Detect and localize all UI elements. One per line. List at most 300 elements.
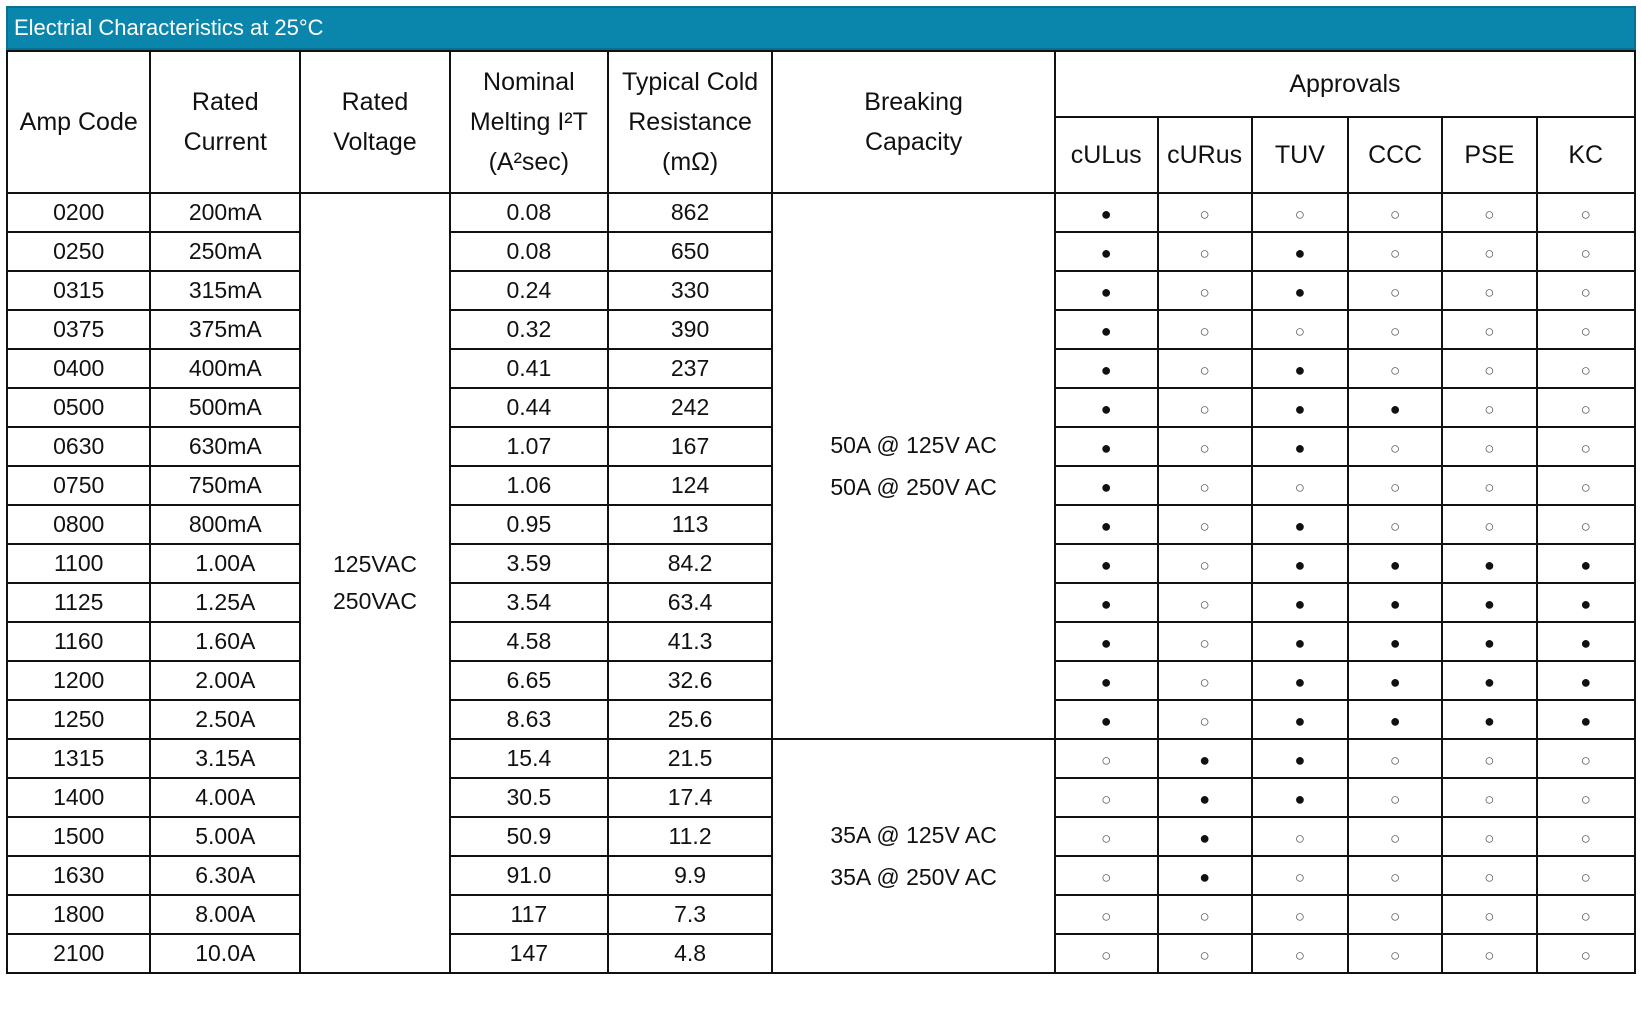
approval-kc-cell [1537,427,1636,466]
approval-ccc-cell [1348,505,1442,544]
approved-dot-icon: ● [1483,711,1495,731]
not-approved-circle-icon: ○ [1484,205,1495,224]
amp-code-cell: 0315 [7,271,150,310]
approved-dot-icon: ● [1100,672,1112,692]
approval-tuv-cell [1252,271,1348,310]
not-approved-circle-icon: ○ [1390,868,1401,887]
approval-culus-cell [1055,661,1158,700]
approved-dot-icon: ● [1100,399,1112,419]
approved-dot-icon: ● [1100,282,1112,302]
not-approved-circle-icon: ○ [1484,244,1495,263]
melting-i2t-cell: 4.58 [450,622,608,661]
not-approved-circle-icon: ○ [1101,751,1112,770]
approval-culus-cell [1055,544,1158,583]
cold-resistance-cell: 390 [608,310,772,349]
not-approved-circle-icon: ○ [1484,517,1495,536]
approval-kc-cell [1537,895,1636,934]
amp-code-cell: 1315 [7,739,150,778]
cold-resistance-cell: 650 [608,232,772,271]
approval-culus-cell [1055,817,1158,856]
approval-tuv-cell [1252,310,1348,349]
approval-pse-cell [1442,544,1536,583]
not-approved-circle-icon: ○ [1101,907,1112,926]
breaking-capacity-line: 50A @ 250V AC [830,474,997,500]
approval-kc-cell [1537,544,1636,583]
approval-culus-cell [1055,232,1158,271]
not-approved-circle-icon: ○ [1484,283,1495,302]
characteristics-table [6,50,1636,974]
cold-resistance-cell: 32.6 [608,661,772,700]
cold-resistance-cell: 17.4 [608,778,772,817]
header-cold-resistance: Typical Cold Resistance (mΩ) [608,51,772,193]
approved-dot-icon: ● [1389,633,1401,653]
characteristics-sheet [6,6,1636,974]
approval-pse-cell [1442,895,1536,934]
amp-code-cell: 0250 [7,232,150,271]
approved-dot-icon: ● [1294,438,1306,458]
not-approved-circle-icon: ○ [1199,907,1210,926]
table-row [7,193,1635,232]
approved-dot-icon: ● [1580,672,1592,692]
amp-code-cell: 1125 [7,583,150,622]
approved-dot-icon: ● [1580,594,1592,614]
approved-dot-icon: ● [1294,360,1306,380]
approved-dot-icon: ● [1294,243,1306,263]
approved-dot-icon: ● [1580,711,1592,731]
cold-resistance-cell: 167 [608,427,772,466]
approval-ccc-cell [1348,700,1442,739]
not-approved-circle-icon: ○ [1580,361,1591,380]
not-approved-circle-icon: ○ [1390,244,1401,263]
approved-dot-icon: ● [1100,243,1112,263]
not-approved-circle-icon: ○ [1484,478,1495,497]
approval-kc-cell [1537,466,1636,505]
cold-resistance-cell: 330 [608,271,772,310]
melting-i2t-cell: 147 [450,934,608,973]
approved-dot-icon: ● [1294,399,1306,419]
amp-code-cell: 0375 [7,310,150,349]
approval-curus-cell [1158,427,1252,466]
approval-tuv-cell [1252,544,1348,583]
approval-kc-cell [1537,505,1636,544]
approval-tuv-cell [1252,739,1348,778]
approval-tuv-cell [1252,700,1348,739]
amp-code-cell: 1500 [7,817,150,856]
rated-current-cell: 6.30A [150,856,300,895]
not-approved-circle-icon: ○ [1390,829,1401,848]
approval-ccc-cell [1348,271,1442,310]
not-approved-circle-icon: ○ [1484,868,1495,887]
approval-pse-cell [1442,856,1536,895]
approval-tuv-cell [1252,895,1348,934]
approved-dot-icon: ● [1294,750,1306,770]
approval-kc-cell [1537,388,1636,427]
approval-kc-cell [1537,817,1636,856]
not-approved-circle-icon: ○ [1484,361,1495,380]
rated-current-cell: 2.50A [150,700,300,739]
melting-i2t-cell: 3.59 [450,544,608,583]
not-approved-circle-icon: ○ [1484,322,1495,341]
approved-dot-icon: ● [1100,438,1112,458]
melting-i2t-cell: 6.65 [450,661,608,700]
cold-resistance-cell: 124 [608,466,772,505]
rated-current-cell: 630mA [150,427,300,466]
not-approved-circle-icon: ○ [1294,478,1306,497]
approval-ccc-cell [1348,661,1442,700]
approved-dot-icon: ● [1100,204,1112,224]
not-approved-circle-icon: ○ [1484,946,1495,965]
melting-i2t-cell: 0.44 [450,388,608,427]
not-approved-circle-icon: ○ [1390,946,1401,965]
not-approved-circle-icon: ○ [1580,322,1591,341]
not-approved-circle-icon: ○ [1580,244,1591,263]
rated-voltage-line: 250VAC [332,588,417,614]
approval-curus-cell [1158,856,1252,895]
not-approved-circle-icon: ○ [1294,946,1306,965]
approval-curus-cell [1158,895,1252,934]
approval-kc-cell [1537,778,1636,817]
approval-curus-cell [1158,505,1252,544]
approval-kc-cell [1537,739,1636,778]
approval-pse-cell [1442,583,1536,622]
cold-resistance-cell: 25.6 [608,700,772,739]
not-approved-circle-icon: ○ [1199,712,1210,731]
approval-pse-cell [1442,466,1536,505]
approved-dot-icon: ● [1389,555,1401,575]
melting-i2t-cell: 0.08 [450,232,608,271]
not-approved-circle-icon: ○ [1580,790,1591,809]
not-approved-circle-icon: ○ [1294,829,1306,848]
not-approved-circle-icon: ○ [1580,439,1591,458]
rated-current-cell: 1.60A [150,622,300,661]
not-approved-circle-icon: ○ [1390,283,1401,302]
melting-i2t-cell: 0.32 [450,310,608,349]
approval-ccc-cell [1348,739,1442,778]
not-approved-circle-icon: ○ [1390,517,1401,536]
melting-i2t-cell: 8.63 [450,700,608,739]
rated-current-cell: 800mA [150,505,300,544]
approval-ccc-cell [1348,466,1442,505]
not-approved-circle-icon: ○ [1390,907,1401,926]
not-approved-circle-icon: ○ [1294,205,1306,224]
rated-current-cell: 8.00A [150,895,300,934]
not-approved-circle-icon: ○ [1580,751,1591,770]
approval-kc-cell [1537,583,1636,622]
not-approved-circle-icon: ○ [1580,400,1591,419]
rated-current-cell: 2.00A [150,661,300,700]
not-approved-circle-icon: ○ [1199,322,1210,341]
not-approved-circle-icon: ○ [1199,517,1210,536]
not-approved-circle-icon: ○ [1199,439,1210,458]
header-rated-voltage: Rated Voltage [300,51,450,193]
rated-current-cell: 400mA [150,349,300,388]
approved-dot-icon: ● [1100,711,1112,731]
approval-curus-cell [1158,583,1252,622]
cold-resistance-cell: 84.2 [608,544,772,583]
amp-code-cell: 0500 [7,388,150,427]
approval-pse-cell [1442,193,1536,232]
rated-current-cell: 200mA [150,193,300,232]
header-breaking-capacity: Breaking Capacity [772,51,1055,193]
rated-current-cell: 4.00A [150,778,300,817]
not-approved-circle-icon: ○ [1390,478,1401,497]
approval-ccc-cell [1348,310,1442,349]
cold-resistance-cell: 113 [608,505,772,544]
approval-tuv-cell [1252,388,1348,427]
approval-pse-cell [1442,622,1536,661]
header-approval-kc: KC [1537,117,1636,193]
amp-code-cell: 0750 [7,466,150,505]
melting-i2t-cell: 1.06 [450,466,608,505]
rated-current-cell: 250mA [150,232,300,271]
rated-current-cell: 3.15A [150,739,300,778]
not-approved-circle-icon: ○ [1580,478,1591,497]
melting-i2t-cell: 0.41 [450,349,608,388]
approval-kc-cell [1537,622,1636,661]
approval-culus-cell [1055,505,1158,544]
approval-pse-cell [1442,778,1536,817]
cold-resistance-cell: 237 [608,349,772,388]
approval-curus-cell [1158,778,1252,817]
not-approved-circle-icon: ○ [1580,517,1591,536]
approval-culus-cell [1055,310,1158,349]
not-approved-circle-icon: ○ [1199,244,1210,263]
approval-kc-cell [1537,193,1636,232]
not-approved-circle-icon: ○ [1101,790,1112,809]
approval-curus-cell [1158,544,1252,583]
approval-pse-cell [1442,271,1536,310]
approval-ccc-cell [1348,934,1442,973]
amp-code-cell: 2100 [7,934,150,973]
approval-curus-cell [1158,817,1252,856]
melting-i2t-cell: 3.54 [450,583,608,622]
approval-kc-cell [1537,271,1636,310]
not-approved-circle-icon: ○ [1484,751,1495,770]
approval-pse-cell [1442,232,1536,271]
table-body [7,193,1635,973]
approval-pse-cell [1442,310,1536,349]
approved-dot-icon: ● [1389,711,1401,731]
not-approved-circle-icon: ○ [1390,205,1401,224]
approval-curus-cell [1158,271,1252,310]
approval-kc-cell [1537,700,1636,739]
approval-kc-cell [1537,661,1636,700]
not-approved-circle-icon: ○ [1484,790,1495,809]
rated-voltage-line: 125VAC [332,551,417,577]
not-approved-circle-icon: ○ [1580,907,1591,926]
approved-dot-icon: ● [1294,633,1306,653]
approved-dot-icon: ● [1294,594,1306,614]
not-approved-circle-icon: ○ [1390,322,1401,341]
approval-kc-cell [1537,232,1636,271]
rated-current-cell: 1.25A [150,583,300,622]
approval-pse-cell [1442,661,1536,700]
amp-code-cell: 1250 [7,700,150,739]
cold-resistance-cell: 21.5 [608,739,772,778]
not-approved-circle-icon: ○ [1199,361,1210,380]
not-approved-circle-icon: ○ [1580,868,1591,887]
approved-dot-icon: ● [1580,633,1592,653]
approval-tuv-cell [1252,232,1348,271]
melting-i2t-cell: 0.95 [450,505,608,544]
approval-culus-cell [1055,622,1158,661]
approval-tuv-cell [1252,934,1348,973]
approved-dot-icon: ● [1483,672,1495,692]
approved-dot-icon: ● [1580,555,1592,575]
approval-pse-cell [1442,427,1536,466]
header-approval-pse: PSE [1442,117,1536,193]
approval-culus-cell [1055,856,1158,895]
rated-current-cell: 750mA [150,466,300,505]
approved-dot-icon: ● [1100,594,1112,614]
cold-resistance-cell: 242 [608,388,772,427]
approval-ccc-cell [1348,895,1442,934]
cold-resistance-cell: 7.3 [608,895,772,934]
not-approved-circle-icon: ○ [1101,946,1112,965]
approved-dot-icon: ● [1389,399,1401,419]
approval-tuv-cell [1252,622,1348,661]
approval-kc-cell [1537,310,1636,349]
approval-ccc-cell [1348,856,1442,895]
melting-i2t-cell: 117 [450,895,608,934]
approval-curus-cell [1158,193,1252,232]
approved-dot-icon: ● [1389,672,1401,692]
approval-curus-cell [1158,661,1252,700]
not-approved-circle-icon: ○ [1199,556,1210,575]
approved-dot-icon: ● [1483,555,1495,575]
not-approved-circle-icon: ○ [1390,361,1401,380]
approved-dot-icon: ● [1199,828,1211,848]
melting-i2t-cell: 91.0 [450,856,608,895]
approved-dot-icon: ● [1389,594,1401,614]
approval-kc-cell [1537,349,1636,388]
approval-culus-cell [1055,388,1158,427]
approval-pse-cell [1442,388,1536,427]
approval-ccc-cell [1348,427,1442,466]
approval-ccc-cell [1348,388,1442,427]
approved-dot-icon: ● [1294,711,1306,731]
melting-i2t-cell: 0.08 [450,193,608,232]
approval-curus-cell [1158,232,1252,271]
header-amp-code: Amp Code [7,51,150,193]
approval-culus-cell [1055,778,1158,817]
header-approvals: Approvals [1055,51,1635,117]
approval-culus-cell [1055,271,1158,310]
approval-pse-cell [1442,700,1536,739]
rated-current-cell: 500mA [150,388,300,427]
approval-tuv-cell [1252,661,1348,700]
table-title: Electrial Characteristics at 25°C [6,6,1636,50]
approval-culus-cell [1055,427,1158,466]
approval-curus-cell [1158,310,1252,349]
amp-code-cell: 1160 [7,622,150,661]
breaking-capacity-line: 35A @ 125V AC [830,822,997,848]
not-approved-circle-icon: ○ [1199,673,1210,692]
cold-resistance-cell: 4.8 [608,934,772,973]
rated-current-cell: 10.0A [150,934,300,973]
melting-i2t-cell: 50.9 [450,817,608,856]
approved-dot-icon: ● [1199,750,1211,770]
approval-ccc-cell [1348,817,1442,856]
approval-curus-cell [1158,700,1252,739]
approved-dot-icon: ● [1100,633,1112,653]
header-approval-ccc: CCC [1348,117,1442,193]
approved-dot-icon: ● [1100,321,1112,341]
approval-culus-cell [1055,895,1158,934]
amp-code-cell: 0200 [7,193,150,232]
melting-i2t-cell: 30.5 [450,778,608,817]
approval-tuv-cell [1252,856,1348,895]
approval-curus-cell [1158,388,1252,427]
approved-dot-icon: ● [1199,867,1211,887]
not-approved-circle-icon: ○ [1101,829,1112,848]
not-approved-circle-icon: ○ [1580,205,1591,224]
approval-culus-cell [1055,739,1158,778]
approved-dot-icon: ● [1294,282,1306,302]
approval-tuv-cell [1252,193,1348,232]
approval-culus-cell [1055,583,1158,622]
approval-culus-cell [1055,466,1158,505]
approval-tuv-cell [1252,505,1348,544]
not-approved-circle-icon: ○ [1199,595,1210,614]
approved-dot-icon: ● [1483,594,1495,614]
not-approved-circle-icon: ○ [1484,907,1495,926]
amp-code-cell: 0400 [7,349,150,388]
breaking-capacity-cell [772,739,1055,973]
approval-kc-cell [1537,934,1636,973]
rated-current-cell: 1.00A [150,544,300,583]
cold-resistance-cell: 41.3 [608,622,772,661]
rated-voltage-cell [300,193,450,973]
approved-dot-icon: ● [1294,789,1306,809]
approved-dot-icon: ● [1100,477,1112,497]
approval-curus-cell [1158,466,1252,505]
header-melting-i2t: Nominal Melting I²T (A²sec) [450,51,608,193]
cold-resistance-cell: 9.9 [608,856,772,895]
amp-code-cell: 1630 [7,856,150,895]
rated-current-cell: 315mA [150,271,300,310]
approval-curus-cell [1158,622,1252,661]
not-approved-circle-icon: ○ [1199,400,1210,419]
approved-dot-icon: ● [1100,360,1112,380]
not-approved-circle-icon: ○ [1390,751,1401,770]
approval-ccc-cell [1348,544,1442,583]
rated-current-cell: 5.00A [150,817,300,856]
amp-code-cell: 1800 [7,895,150,934]
not-approved-circle-icon: ○ [1484,400,1495,419]
approval-pse-cell [1442,739,1536,778]
approval-tuv-cell [1252,817,1348,856]
amp-code-cell: 0630 [7,427,150,466]
not-approved-circle-icon: ○ [1101,868,1112,887]
approval-culus-cell [1055,700,1158,739]
approved-dot-icon: ● [1294,516,1306,536]
not-approved-circle-icon: ○ [1199,478,1210,497]
rated-current-cell: 375mA [150,310,300,349]
not-approved-circle-icon: ○ [1294,907,1306,926]
melting-i2t-cell: 15.4 [450,739,608,778]
table-row [7,739,1635,778]
approval-culus-cell [1055,349,1158,388]
header-approval-culus: cULus [1055,117,1158,193]
approval-ccc-cell [1348,778,1442,817]
amp-code-cell: 0800 [7,505,150,544]
approval-curus-cell [1158,934,1252,973]
approval-tuv-cell [1252,349,1348,388]
approval-ccc-cell [1348,622,1442,661]
breaking-capacity-line: 35A @ 250V AC [830,864,997,890]
approval-culus-cell [1055,193,1158,232]
